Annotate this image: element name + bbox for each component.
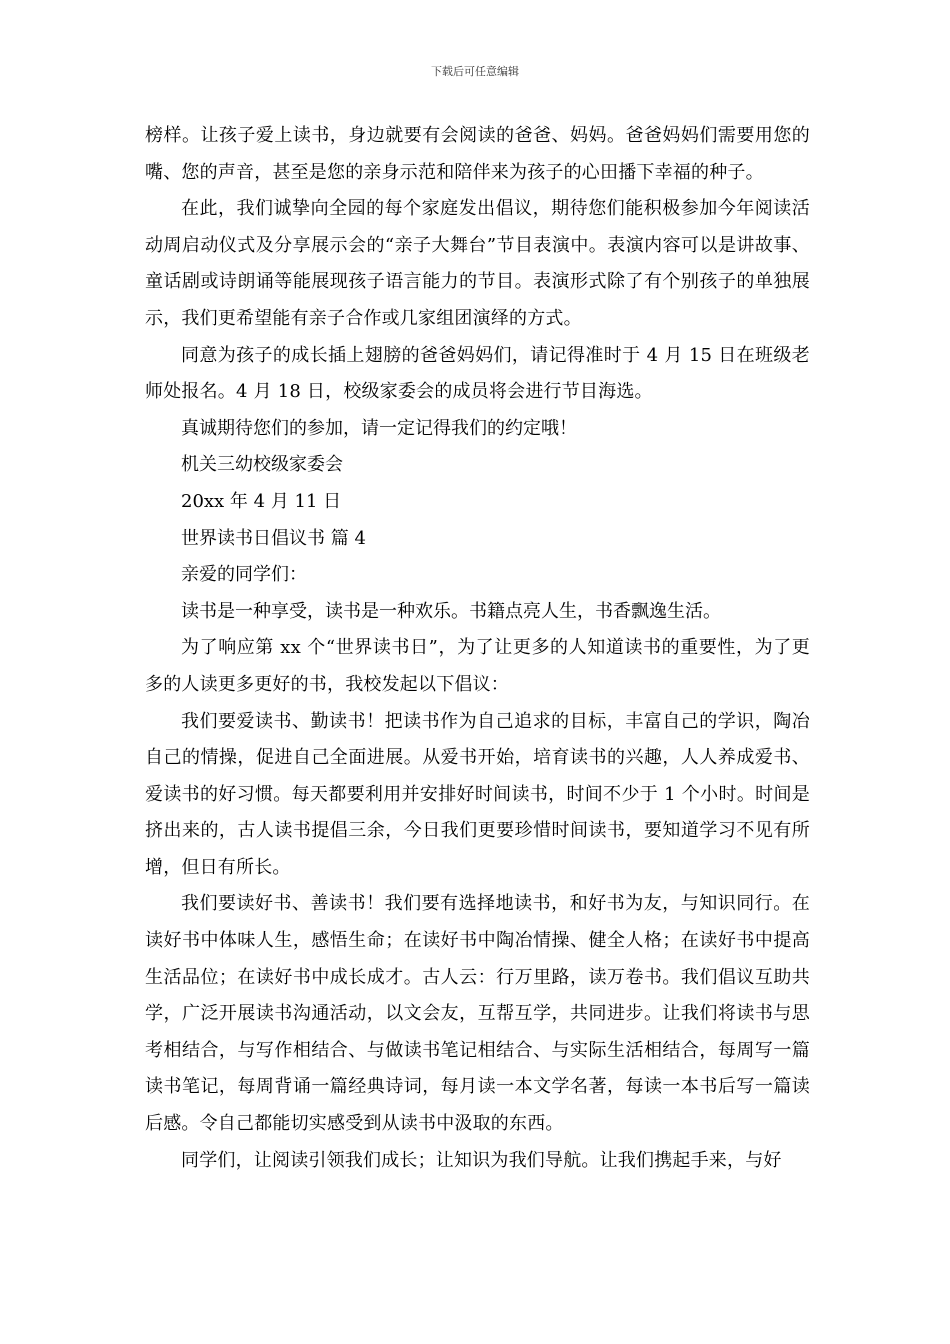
paragraph-invitation: 在此，我们诚挚向全园的每个家庭发出倡议，期待您们能积极参加今年阅读活动周启动仪式及分享展示会的“亲子大舞台”节目表演中。表演内容可以是讲故事、童话剧或诗朗诵等能展现孩子语言能力的节目。表演形式除了有个别孩子的单独展示，我们更希望能有亲子合作或几家组团演绎的方式。 <box>145 198 810 329</box>
signature-line: 机关三幼校级家委会 <box>181 454 343 476</box>
section-title: 世界读书日倡议书 篇 4 <box>181 527 366 549</box>
paragraph-purpose: 为了响应第 xx 个“世界读书日”，为了让更多的人知道读书的重要性，为了更多的人读更多更好的书，我校发起以下倡议： <box>145 637 810 695</box>
paragraph-registration: 同意为孩子的成长插上翅膀的爸爸妈妈们，请记得准时于 4 月 15 日在班级老师处报名。4 月 18 日，校级家委会的成员将会进行节目海选。 <box>145 344 810 403</box>
paragraph-love-reading: 我们要爱读书、勤读书！把读书作为自己追求的目标，丰富自己的学识，陶冶自己的情操，促进自己全面进展。从爱书开始，培育读书的兴趣，人人养成爱书、爱读书的好习惯。每天都要利用并安排好时间读书，时间不少于 1 个小时。时间是挤出来的，古人读书提倡三余，今日我们更要珍惜时间读书，要知道学习不见有所增，但日有所长。 <box>145 710 810 878</box>
document-body <box>145 118 810 1179</box>
closing-line: 真诚期待您们的参加，请一定记得我们的约定哦！ <box>181 417 577 439</box>
intro-line: 读书是一种享受，读书是一种欢乐。书籍点亮人生，书香飘逸生活。 <box>181 600 721 622</box>
paragraph-good-books: 我们要读好书、善读书！我们要有选择地读书，和好书为友，与知识同行。在读好书中体味人生，感悟生命；在读好书中陶冶情操、健全人格；在读好书中提高生活品位；在读好书中成长成才。古人云：行万里路，读万卷书。我们倡议互助共学，广泛开展读书沟通活动，以文会友，互帮互学，共同进步。让我们将读书与思考相结合，与写作相结合、与做读书笔记相结合、与实际生活相结合，每周写一篇读书笔记，每周背诵一篇经典诗词，每月读一本文学名著，每读一本书后写一篇读后感。令自己都能切实感受到从读书中汲取的东西。 <box>145 893 810 1135</box>
date-line: 20xx 年 4 月 11 日 <box>181 490 342 512</box>
paragraph-final: 同学们，让阅读引领我们成长；让知识为我们导航。让我们携起手来，与好 <box>181 1149 782 1171</box>
page-header: 下载后可任意编辑 <box>431 65 519 78</box>
paragraph-continued: 榜样。让孩子爱上读书，身边就要有会阅读的爸爸、妈妈。爸爸妈妈们需要用您的嘴、您的声音，甚至是您的亲身示范和陪伴来为孩子的心田播下幸福的种子。 <box>145 125 810 183</box>
salutation: 亲爱的同学们： <box>181 564 307 586</box>
